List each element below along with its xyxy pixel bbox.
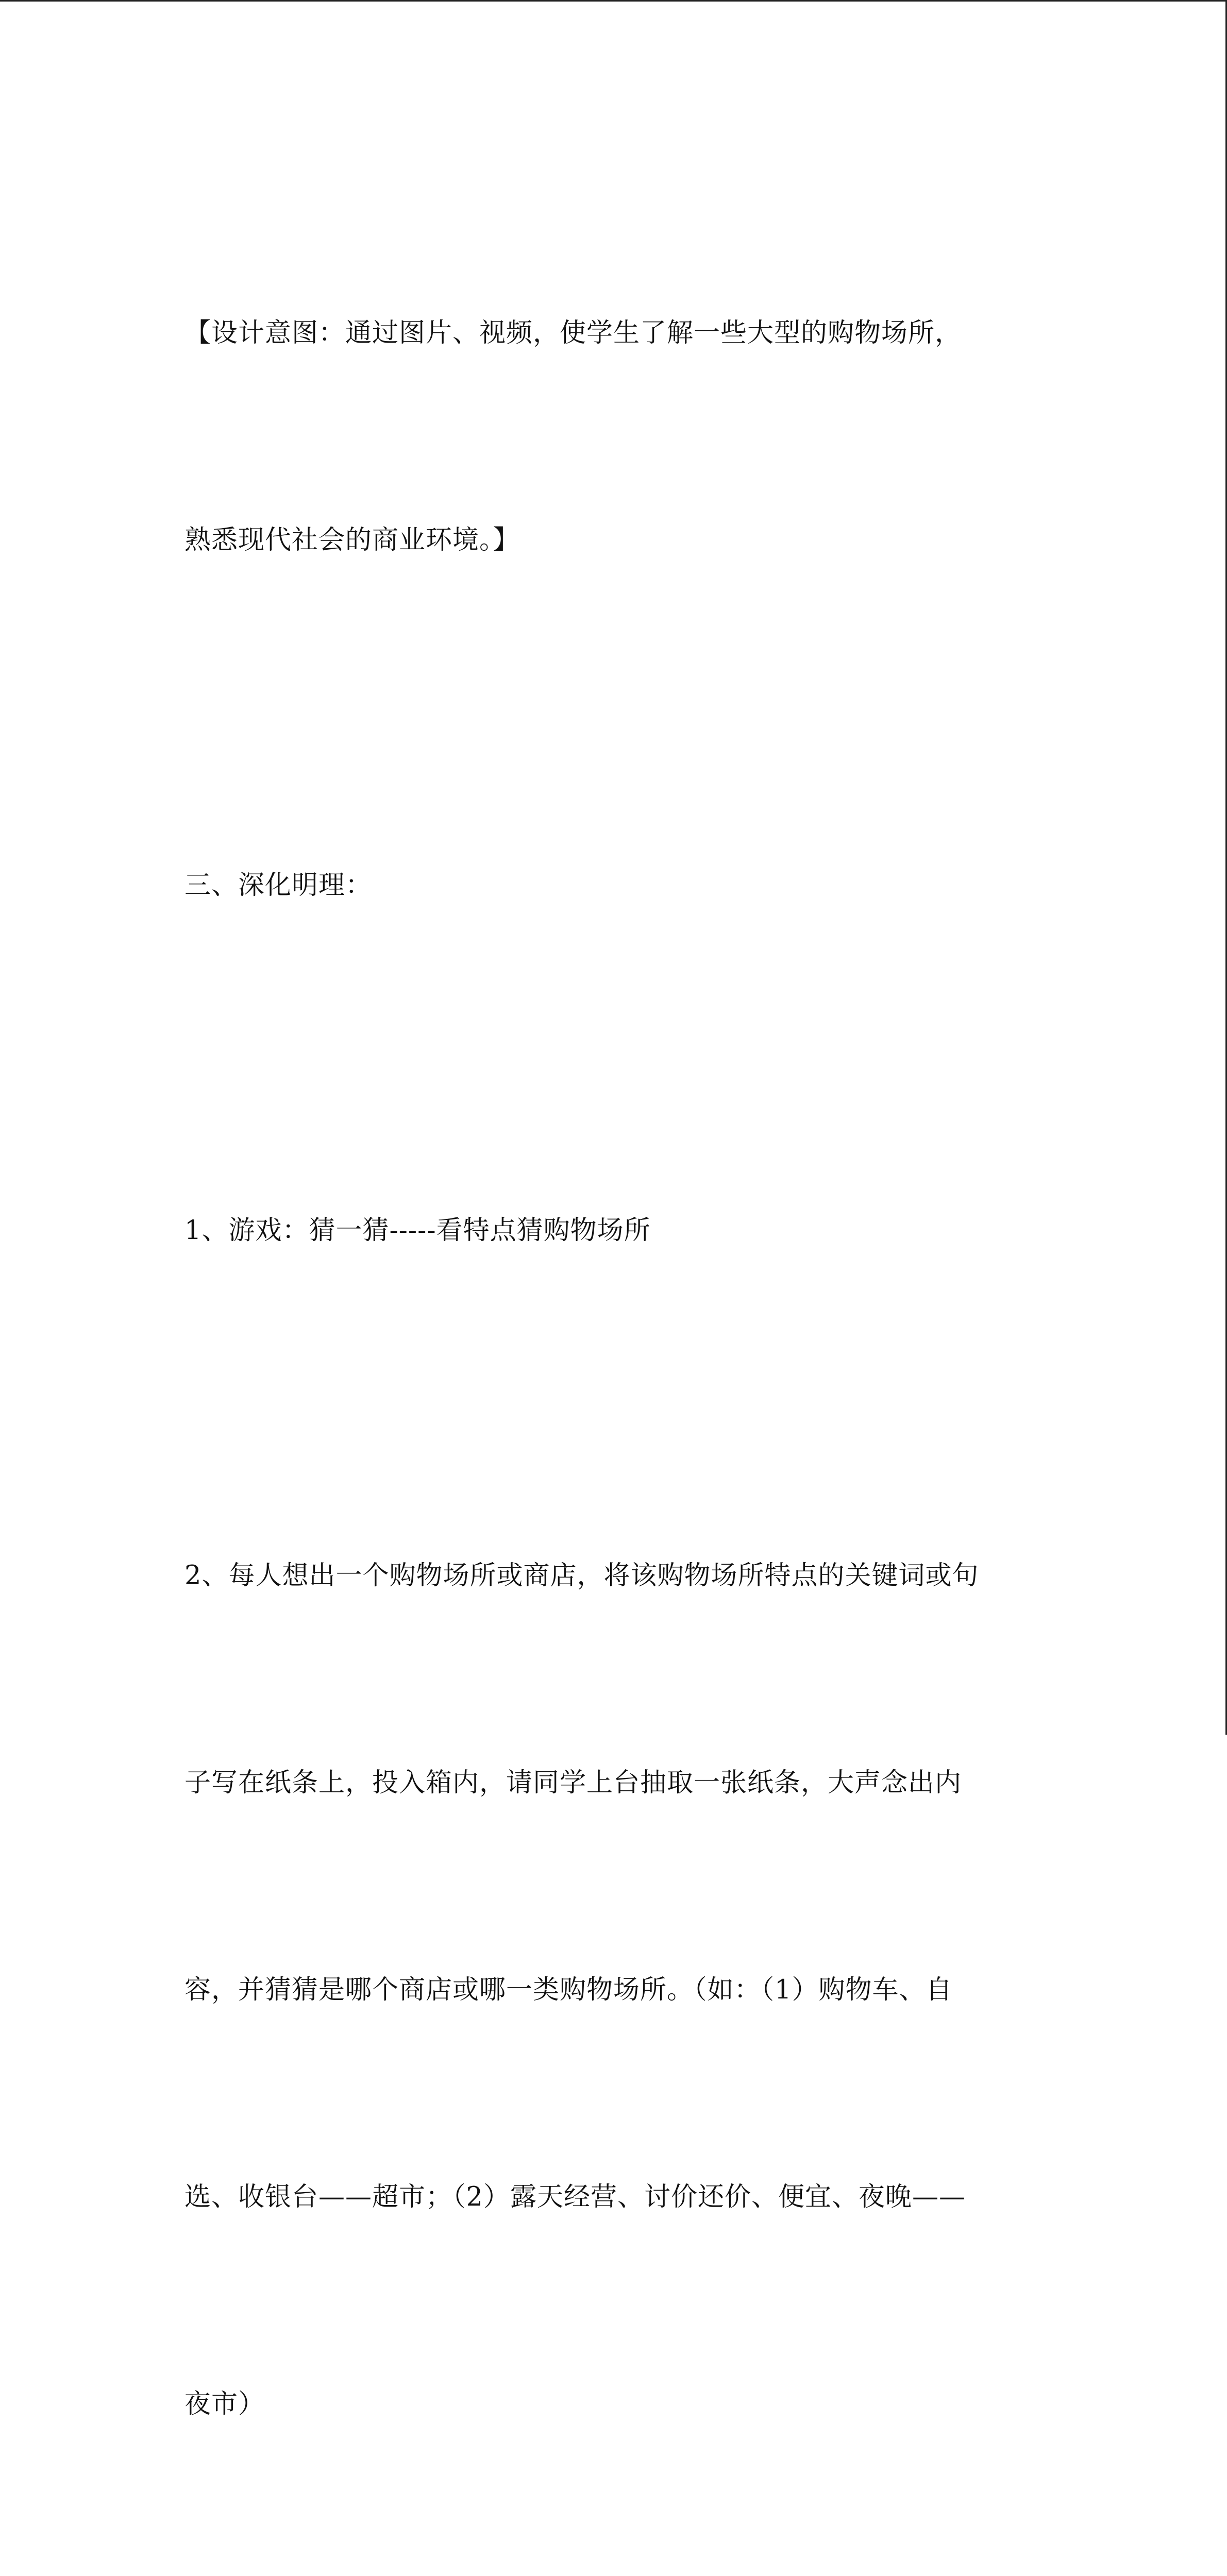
text-line: 熟悉现代社会的商业环境。】 [184,525,520,555]
text-line: 【设计意图：通过图片、视频，使学生了解一些大型的购物场所， [184,318,962,348]
section-heading [184,713,1040,1058]
design-intent-paragraph [184,161,1040,713]
step-paragraph [184,1403,1040,2576]
step-paragraph [184,1058,1040,1403]
text-line: 容，并猜猜是哪个商店或哪一类购物场所。（如：（1）购物车、自 [184,1975,953,2005]
text-line: 夜市） [184,2389,265,2419]
text-line: 三、深化明理： [184,870,373,901]
text-line: 1、游戏：猜一猜-----看特点猜购物场所 [184,1215,651,1246]
document-body [184,161,1040,2576]
text-line: 2、每人想出一个购物场所或商店，将该购物场所特点的关键词或句 [184,1561,979,1591]
text-line: 选、收银台——超市；（2）露天经营、讨价还价、便宜、夜晚—— [184,2182,966,2212]
text-line: 子写在纸条上，投入箱内，请同学上台抽取一张纸条，大声念出内 [184,1768,962,1798]
